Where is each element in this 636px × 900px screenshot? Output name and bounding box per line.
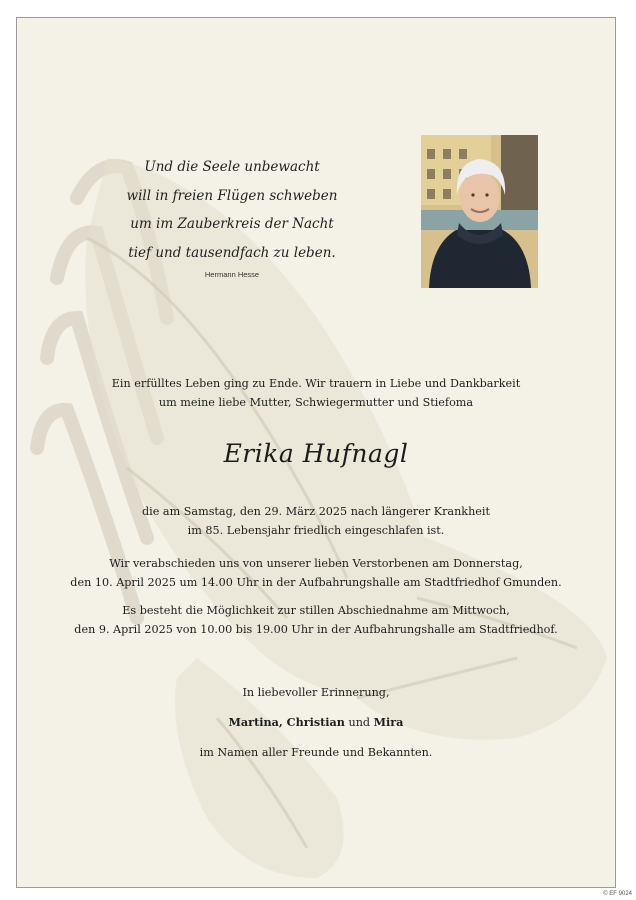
poem-author: Hermann Hesse xyxy=(204,270,260,279)
signoff-text: im Namen aller Freunde und Bekannten. xyxy=(199,746,433,759)
poem-line: tief und tausendfach zu leben. xyxy=(128,244,336,261)
intro-text xyxy=(17,375,615,412)
death-notice-line: im 85. Lebensjahr friedlich eingeschlafen ist. xyxy=(187,523,445,537)
family-names xyxy=(17,713,615,733)
poem xyxy=(117,153,347,267)
closing-remembrance xyxy=(17,684,615,703)
intro-line: um meine liebe Mutter, Schwiegermutter und Stiefoma xyxy=(158,395,474,409)
remembrance-text: In liebevoller Erinnerung, xyxy=(242,686,390,699)
poem-line: um im Zauberkreis der Nacht xyxy=(130,216,334,232)
deceased-name: Erika Hufnagl xyxy=(223,439,409,468)
portrait-photo xyxy=(421,135,538,288)
farewell-info xyxy=(17,555,615,592)
farewell-line: den 10. April 2025 um 14.00 Uhr in der Aufbahrungshalle am Stadtfriedhof Gmunden. xyxy=(70,575,562,589)
family-name-secondary: Mira xyxy=(373,715,404,729)
farewell-line: Wir verabschieden uns von unserer lieben Verstorbenen am Donnerstag, xyxy=(109,557,523,570)
poem-line: Und die Seele unbewacht xyxy=(144,159,320,175)
intro-line: Ein erfülltes Leben ging zu Ende. Wir trauern in Liebe und Dankbarkeit xyxy=(111,377,521,390)
portrait-image xyxy=(421,135,538,288)
closing-names xyxy=(17,713,615,733)
copyright-mark: © EF 9024 xyxy=(603,891,632,897)
poem-line: will in freien Flügen schweben xyxy=(126,187,338,204)
death-notice-line: die am Samstag, den 29. März 2025 nach längerer Krankheit xyxy=(142,505,490,518)
death-notice xyxy=(17,503,615,540)
viewing-line: Es besteht die Möglichkeit zur stillen Abschiednahme am Mittwoch, xyxy=(122,604,510,617)
obituary-card xyxy=(16,17,616,888)
family-name-and: und xyxy=(348,716,371,729)
viewing-line: den 9. April 2025 von 10.00 bis 19.00 Uhr in der Aufbahrungshalle am Stadtfriedhof. xyxy=(74,622,558,636)
family-name-primary: Martina, Christian xyxy=(228,715,345,729)
closing-signoff xyxy=(17,744,615,763)
viewing-info xyxy=(17,602,615,639)
